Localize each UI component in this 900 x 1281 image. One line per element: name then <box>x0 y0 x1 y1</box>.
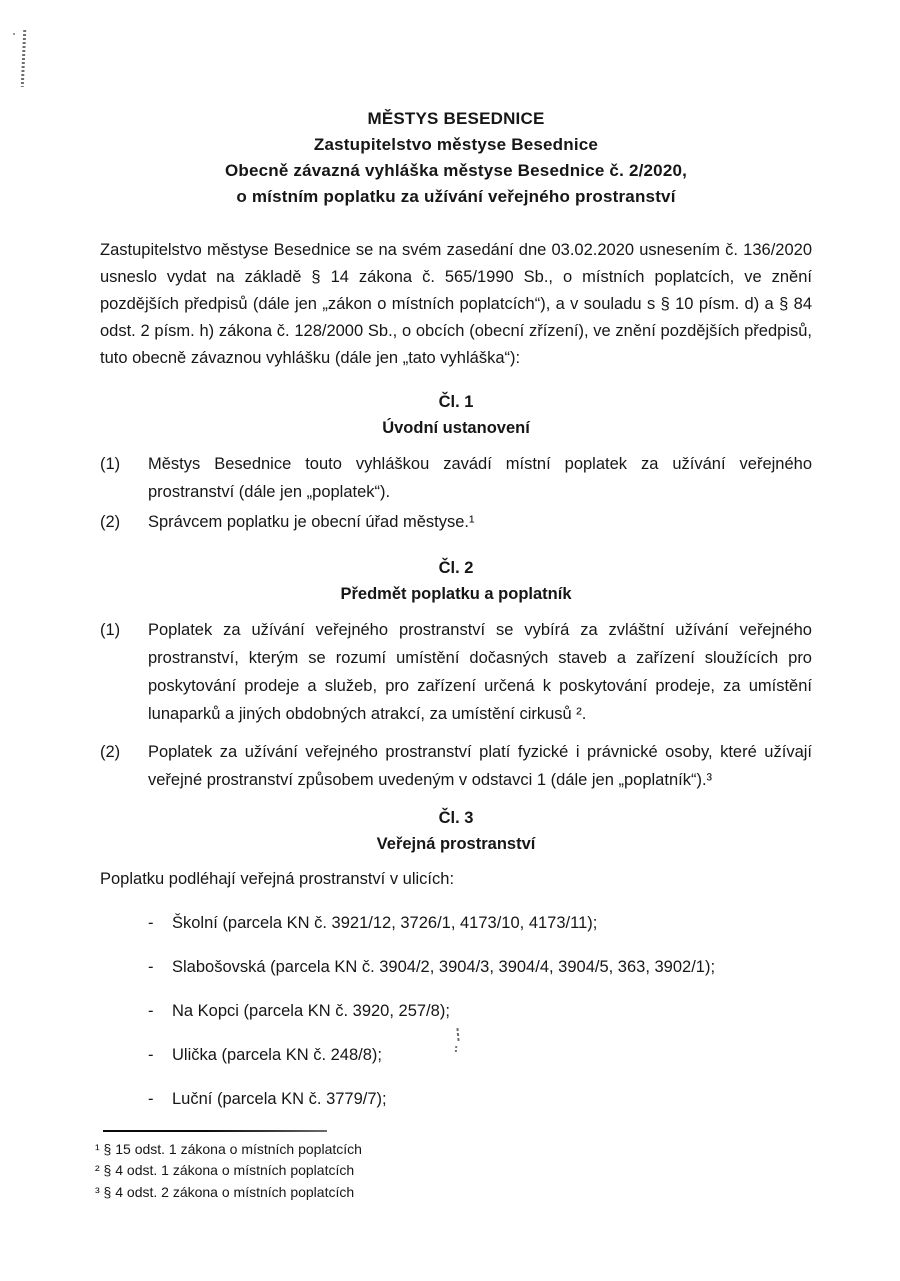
document-content <box>95 0 812 1203</box>
scan-artifact-dot <box>13 33 15 35</box>
article-3-heading <box>100 805 812 857</box>
article-2-section <box>100 555 812 794</box>
article-1-title: Úvodní ustanovení <box>382 419 530 437</box>
article-3-number: Čl. 3 <box>438 809 474 827</box>
article-3-section <box>100 805 812 1113</box>
article-2-item-2 <box>100 738 812 794</box>
article-2-number: Čl. 2 <box>438 559 474 577</box>
article-2-items <box>100 616 812 794</box>
header-decree-subject: o místním poplatku za užívání veřejného prostranství <box>236 187 676 206</box>
header-decree-number: Obecně závazná vyhláška městyse Besednice č. 2/2020, <box>224 161 688 180</box>
footnote-3: ³ § 4 odst. 2 zákona o místních poplatcích <box>95 1183 355 1200</box>
street-item-skolni <box>100 910 812 937</box>
item-text: Poplatek za užívání veřejného prostranství se vybírá za zvláštní užívání veřejného prostranství, kterým se rozumí umístění dočasných staveb a zařízení sloužících pro poskytování prodeje a služeb, pro zařízení určená k poskytování prodeje, za umístění lunaparků a jiných obdobných atrakcí, za umístění cirkusů ². <box>148 621 812 723</box>
article-3-title: Veřejná prostranství <box>376 835 536 853</box>
dash-marker: - <box>148 1089 154 1108</box>
street-text: Slabošovská (parcela KN č. 3904/2, 3904/3, 3904/4, 3904/5, 363, 3902/1); <box>172 957 716 976</box>
street-item-ulicka <box>100 1042 812 1069</box>
article-1-heading <box>100 389 812 441</box>
item-text: Správcem poplatku je obecní úřad městyse.¹ <box>148 513 475 531</box>
item-number-label: (1) <box>100 455 121 473</box>
dash-marker: - <box>148 913 154 932</box>
street-text: Školní (parcela KN č. 3921/12, 3726/1, 4173/10, 4173/11); <box>172 913 598 932</box>
preamble-paragraph: Zastupitelstvo městyse Besednice se na svém zasedání dne 03.02.2020 usnesením č. 136/2020 usneslo vydat na základě § 14 zákona č. 565/1990 Sb., o místních poplatcích, ve znění pozdějších předpisů (dále jen „zákon o místních poplatcích“), a v souladu s § 10 písm. d) a § 84 odst. 2 písm. h) zákona č. 128/2000 Sb., o obcích (obecní zřízení), ve znění pozdějších předpisů, tuto obecně závaznou vyhlášku (dále jen „tato vyhláška“): <box>100 241 812 367</box>
article-2-title: Předmět poplatku a poplatník <box>340 585 572 603</box>
footnote-separator <box>103 1130 327 1132</box>
header-issuing-body: Zastupitelstvo městyse Besednice <box>313 135 599 154</box>
item-number-label: (1) <box>100 621 121 639</box>
document-header <box>100 106 812 210</box>
article-1-number: Čl. 1 <box>438 393 474 411</box>
article-1-item-1 <box>100 450 812 506</box>
item-text: Městys Besednice touto vyhláškou zavádí místní poplatek za užívání veřejného prostranství (dále jen „poplatek“). <box>148 455 812 501</box>
street-text: Na Kopci (parcela KN č. 3920, 257/8); <box>172 1001 450 1020</box>
footnotes-block <box>95 1139 812 1204</box>
article-3-intro: Poplatku podléhají veřejná prostranství v ulicích: <box>100 870 455 888</box>
footnote-1: ¹ § 15 odst. 1 zákona o místních poplatcích <box>95 1140 362 1157</box>
footnote-2: ² § 4 odst. 1 zákona o místních poplatcích <box>95 1162 355 1178</box>
header-municipality-name: MĚSTYS BESEDNICE <box>367 109 545 128</box>
dash-marker: - <box>148 1001 154 1020</box>
dash-marker: - <box>148 1045 154 1064</box>
article-1-section <box>100 389 812 536</box>
item-number-label: (2) <box>100 513 121 531</box>
street-item-na-kopci <box>100 998 812 1025</box>
streets-list <box>100 910 812 1113</box>
article-2-heading <box>100 555 812 607</box>
article-1-item-2 <box>100 508 812 536</box>
scan-artifact-vertical-stamp <box>21 30 26 87</box>
article-2-item-1 <box>100 616 812 728</box>
street-item-slabosovska <box>100 954 812 981</box>
dash-marker: - <box>148 957 154 976</box>
street-text: Luční (parcela KN č. 3779/7); <box>172 1089 387 1108</box>
article-1-items <box>100 450 812 536</box>
item-text: Poplatek za užívání veřejného prostranství platí fyzické i právnické osoby, které užívají veřejné prostranství způsobem uvedeným v odstavci 1 (dále jen „poplatník“).³ <box>148 743 812 789</box>
street-item-lucni <box>100 1086 812 1113</box>
item-number-label: (2) <box>100 743 121 761</box>
street-text: Ulička (parcela KN č. 248/8); <box>172 1045 382 1064</box>
